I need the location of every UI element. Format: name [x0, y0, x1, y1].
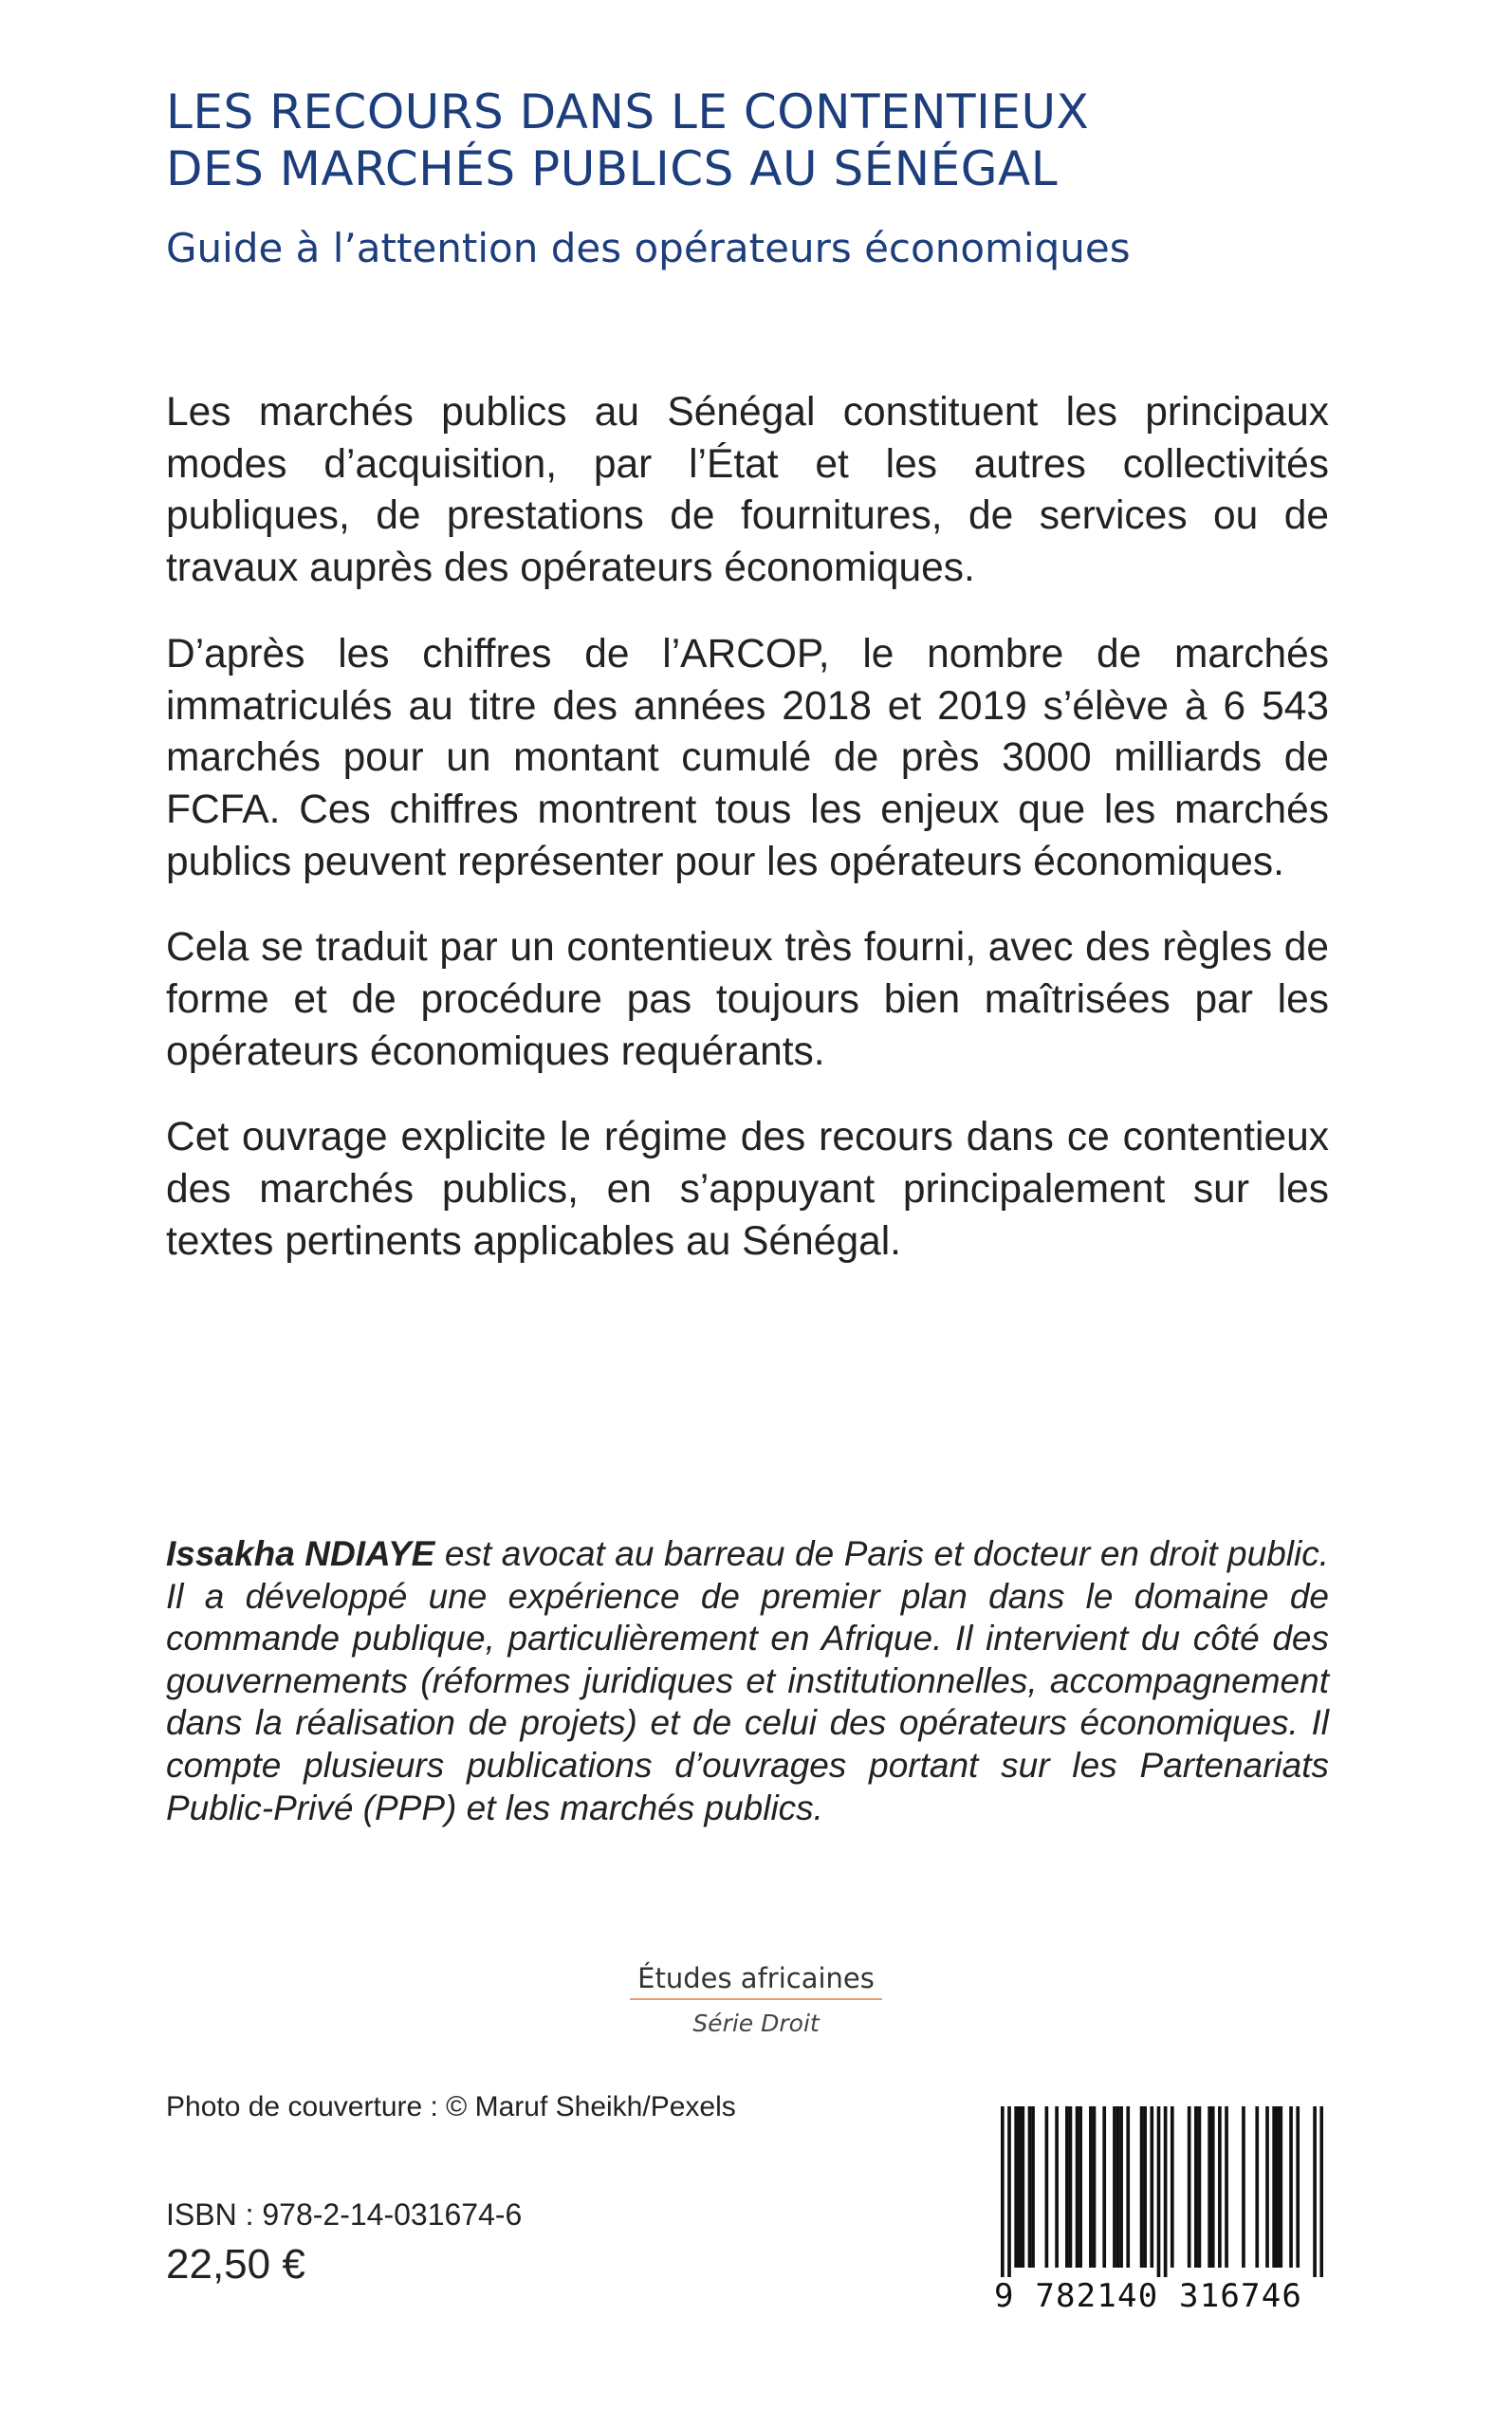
barcode-bar — [1225, 2106, 1228, 2268]
blurb-paragraph-4: Cet ouvrage explicite le régime des recours dans ce contentieux des marchés publics, en s’appuyant principalement sur les textes pertinents applicables au Sénégal. — [166, 1115, 1329, 1264]
barcode-bar — [1313, 2106, 1317, 2277]
photo-credit: Photo de couverture : © Maruf Sheikh/Pexels — [166, 2091, 736, 2122]
barcode-bar — [1031, 2106, 1035, 2268]
barcode-bar — [1255, 2106, 1259, 2268]
barcode-bar — [1143, 2106, 1147, 2268]
barcode-bar — [1055, 2106, 1059, 2268]
barcode-bar — [1150, 2106, 1153, 2268]
series-subtitle: Série Droit — [692, 2010, 820, 2037]
barcode-bar — [1069, 2106, 1073, 2268]
barcode-bar — [1289, 2106, 1293, 2268]
series-name: Études africaines — [630, 1962, 882, 2000]
barcode-bar — [1116, 2106, 1120, 2268]
barcode-bar — [1102, 2106, 1106, 2268]
barcode-bar — [1208, 2106, 1211, 2268]
barcode-bar — [1014, 2106, 1018, 2268]
barcode-bar — [1045, 2106, 1049, 2268]
barcode-bar — [1164, 2106, 1168, 2277]
barcode-bar — [1119, 2106, 1123, 2268]
barcode-bar — [1272, 2106, 1276, 2268]
barcode-bar — [1211, 2106, 1215, 2268]
book-title-line-2: DES MARCHÉS PUBLICS AU SÉNÉGAL — [166, 141, 1059, 196]
series-block — [0, 1962, 1512, 2037]
book-subtitle: Guide à l’attention des opérateurs économiques — [166, 225, 1131, 271]
barcode-bar — [1113, 2106, 1116, 2268]
barcode-bar — [1296, 2106, 1300, 2268]
barcode-bar — [1171, 2106, 1174, 2268]
barcode-bar — [1194, 2106, 1198, 2268]
blurb — [166, 387, 1329, 1303]
barcode-bar — [1028, 2106, 1032, 2268]
price: 22,50 € — [166, 2241, 305, 2288]
barcode-bar — [1319, 2106, 1323, 2277]
barcode-bar — [1218, 2106, 1222, 2268]
blurb-paragraph-1: Les marchés publics au Sénégal constituent les principaux modes d’acquisition, par l’État et les autres collectivités publiques, de prestations de fournitures, de services ou de travaux auprès des opérateurs économiques. — [166, 390, 1329, 591]
barcode-bar — [1093, 2106, 1097, 2268]
author-bio — [166, 1533, 1329, 1829]
barcode-digits: 9 782140 316746 — [994, 2277, 1303, 2315]
barcode-bar — [1065, 2106, 1069, 2268]
barcode-bar — [1188, 2106, 1191, 2268]
barcode-bar — [1021, 2106, 1024, 2268]
barcode-bar — [1001, 2106, 1005, 2277]
barcode-bar — [1198, 2106, 1202, 2268]
barcode-bar — [1242, 2106, 1245, 2268]
barcode-bar — [1265, 2106, 1269, 2268]
barcode-bar — [1007, 2106, 1011, 2277]
barcode-icon — [1001, 2106, 1323, 2277]
blurb-paragraph-2: D’après les chiffres de l’ARCOP, le nombre de marchés immatriculés au titre des années 2018 et 2019 s’élève à 6 543 marchés pour un montant cumulé de près 3000 milliards de FCFA. Ces chiffres montrent tous les enjeux que les marchés publics peuvent représenter pour les opérateurs économiques. — [166, 631, 1329, 884]
book-title-line-1: LES RECOURS DANS LE CONTENTIEUX — [166, 84, 1090, 139]
barcode-bar — [1089, 2106, 1093, 2268]
isbn: ISBN : 978-2-14-031674-6 — [166, 2197, 523, 2232]
barcode-bar — [1140, 2106, 1144, 2268]
barcode-bar — [1157, 2106, 1161, 2277]
barcode-bar — [1018, 2106, 1022, 2268]
author-name: Issakha NDIAYE — [166, 1534, 435, 1573]
barcode-bar — [1079, 2106, 1082, 2268]
barcode-bar — [1076, 2106, 1079, 2268]
author-bio-text: est avocat au barreau de Paris et docteur en droit public. Il a développé une expérience de premier plan dans le domaine de commande publique, particulièrement en Afrique. Il intervient du côté des gouvernements (réformes juridiques et institutionnelles, accompagnement dans la réalisation de projets) et de celui des opérateurs économiques. Il compte plusieurs publications d’ouvrages portant sur les Partenariats Public-Privé (PPP) et les marchés publics. — [166, 1534, 1329, 1827]
barcode-bar — [1279, 2106, 1282, 2268]
blurb-paragraph-3: Cela se traduit par un contentieux très fourni, avec des règles de forme et de procédure pas toujours bien maîtrisées par les opérateurs économiques requérants. — [166, 925, 1329, 1074]
barcode-bar — [1126, 2106, 1130, 2268]
barcode-bar — [1276, 2106, 1280, 2268]
book-title — [166, 83, 1399, 197]
